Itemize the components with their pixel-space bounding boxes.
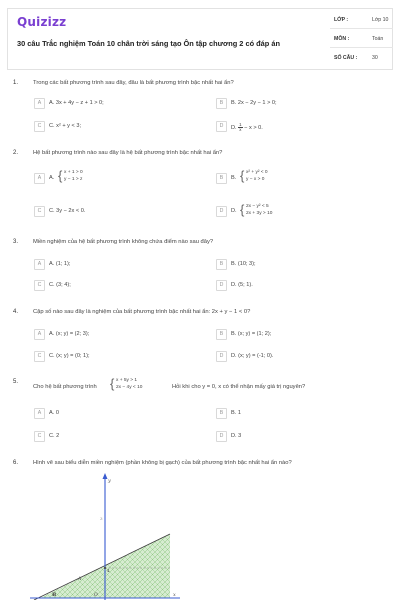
question-text: Hình vẽ sau biểu diễn miền nghiệm (phần không bị gạch) của bất phương trình bậc nhất hai ẩn nào?	[33, 460, 292, 466]
question-number: 3.	[13, 239, 19, 245]
option-text: D. (x; y) = (-1; 0).	[231, 353, 274, 359]
option-text: A. (x; y) = (2; 3);	[49, 331, 90, 337]
option-letter: A	[34, 408, 45, 419]
system-line: 2x − 4y < 10	[116, 385, 143, 390]
option-prefix: D.	[231, 208, 237, 214]
question-text-post: Hỏi khi cho y = 0, x có thể nhận mấy giá trị nguyên?	[172, 384, 306, 390]
option-text: A. 3x + 4y − z + 1 > 0;	[49, 100, 104, 106]
option-text: C. 3y − 2x < 0.	[49, 208, 86, 214]
option-text: C. x² + y < 3;	[49, 123, 82, 129]
inequality-system	[58, 169, 98, 185]
worksheet-title: 30 câu Trắc nghiệm Toán 10 chân trời sáng tạo Ôn tập chương 2 có đáp án	[17, 39, 280, 48]
option-letter: C	[34, 351, 45, 362]
system-line: x + 5y > 1	[116, 378, 138, 383]
grade-value: Lớp 10	[372, 17, 389, 23]
system-line: 2x + 3y > 10	[246, 211, 273, 216]
system-line: y − 1 > z	[64, 177, 83, 182]
system-lines	[64, 169, 83, 183]
count-value: 30	[372, 55, 378, 61]
option-letter: A	[34, 329, 45, 340]
option-letter: A	[34, 98, 45, 109]
question-number: 5.	[13, 379, 19, 385]
option-prefix: B.	[231, 175, 237, 181]
fraction-numerator: 1	[239, 122, 242, 127]
option-text	[231, 123, 263, 132]
meta-grade	[330, 11, 393, 29]
option-text: D. (5; 1).	[231, 282, 253, 288]
inequality-system	[110, 377, 156, 393]
system-lines	[246, 169, 268, 183]
option-letter: A	[34, 259, 45, 270]
system-line: x² + y² < 0	[246, 170, 268, 175]
quizizz-logo: Quizizz	[17, 15, 67, 29]
question-text: Cặp số nào sau đây là nghiệm của bất phương trình bậc nhất hai ẩn: 2x + y − 1 < 0?	[33, 309, 251, 315]
origin-label: O	[94, 593, 98, 598]
question-number: 2.	[13, 150, 19, 156]
worksheet-meta	[330, 9, 393, 69]
subject-value: Toán	[372, 36, 384, 42]
meta-subject	[330, 30, 393, 48]
question-number: 6.	[13, 460, 19, 466]
option-letter: C	[34, 431, 45, 442]
option-text: B. 2x − 2y − 1 > 0;	[231, 100, 277, 106]
system-line: x + 1 > 0	[64, 170, 83, 175]
question-text: Trong các bất phương trình sau đây, đâu là bất phương trình bậc nhất hai ẩn?	[33, 80, 234, 86]
question-text: Hệ bất phương trình nào sau đây là hệ bất phương trình bậc nhất hai ẩn?	[33, 150, 223, 156]
option-text: C. 2	[49, 433, 60, 439]
option-letter: B	[216, 173, 227, 184]
option-letter: B	[216, 259, 227, 270]
option-text: A. (1; 1);	[49, 261, 71, 267]
option-letter: D	[216, 280, 227, 291]
system-line: 2x − y² < 5	[246, 204, 269, 209]
question-number: 4.	[13, 309, 19, 315]
option-text: C. (3; 4);	[49, 282, 71, 288]
worksheet-header	[7, 8, 393, 70]
brace-icon: {	[110, 376, 115, 391]
option-prefix: A.	[49, 175, 55, 181]
system-lines	[246, 203, 272, 217]
inequality-system	[240, 203, 286, 219]
option-letter: A	[34, 173, 45, 184]
option-letter: D	[216, 121, 227, 132]
grade-label: LỚP :	[334, 17, 349, 23]
point-a	[104, 567, 106, 569]
y-axis-label: y	[108, 478, 111, 484]
question-text-pre: Cho hệ bất phương trình	[33, 384, 97, 390]
option-text: A. 0	[49, 410, 59, 416]
brace-icon: {	[58, 168, 63, 183]
fraction	[238, 123, 242, 132]
option-text: B. (x; y) = (1; 2);	[231, 331, 272, 337]
system-line: y − x > 0	[246, 177, 265, 182]
y-axis-arrow-icon	[103, 473, 108, 479]
point-a-label: A	[78, 577, 82, 582]
option-letter: C	[34, 280, 45, 291]
option-letter: D	[216, 351, 227, 362]
inequality-system	[240, 169, 284, 185]
question-number: 1.	[13, 80, 19, 86]
count-label: SỐ CÂU :	[334, 55, 358, 61]
x-axis-label: x	[173, 592, 176, 598]
solution-region-graph	[30, 472, 180, 600]
option-letter: B	[216, 408, 227, 419]
option-letter: D	[216, 431, 227, 442]
option-letter: B	[216, 98, 227, 109]
meta-count	[330, 49, 393, 67]
tick-label-y: 3	[100, 516, 103, 521]
system-lines	[116, 377, 142, 391]
option-letter: D	[216, 206, 227, 217]
brace-icon: {	[240, 202, 245, 217]
option-letter: B	[216, 329, 227, 340]
option-text: B. (10; 3);	[231, 261, 256, 267]
subject-label: MÔN :	[334, 36, 350, 42]
option-letter: C	[34, 121, 45, 132]
option-text: C. (x; y) = (0; 1);	[49, 353, 90, 359]
option-letter: C	[34, 206, 45, 217]
question-text: Miền nghiệm của hệ bất phương trình không chứa điểm nào sau đây?	[33, 239, 214, 245]
option-suffix: − x > 0.	[244, 124, 263, 131]
option-prefix: D.	[231, 124, 237, 131]
option-text: B. 1	[231, 410, 241, 416]
option-text: D. 3	[231, 433, 242, 439]
point-b-label: B	[52, 592, 57, 598]
tick-label-x: 4	[107, 568, 110, 573]
brace-icon: {	[240, 168, 245, 183]
fraction-denominator: x	[239, 127, 242, 132]
